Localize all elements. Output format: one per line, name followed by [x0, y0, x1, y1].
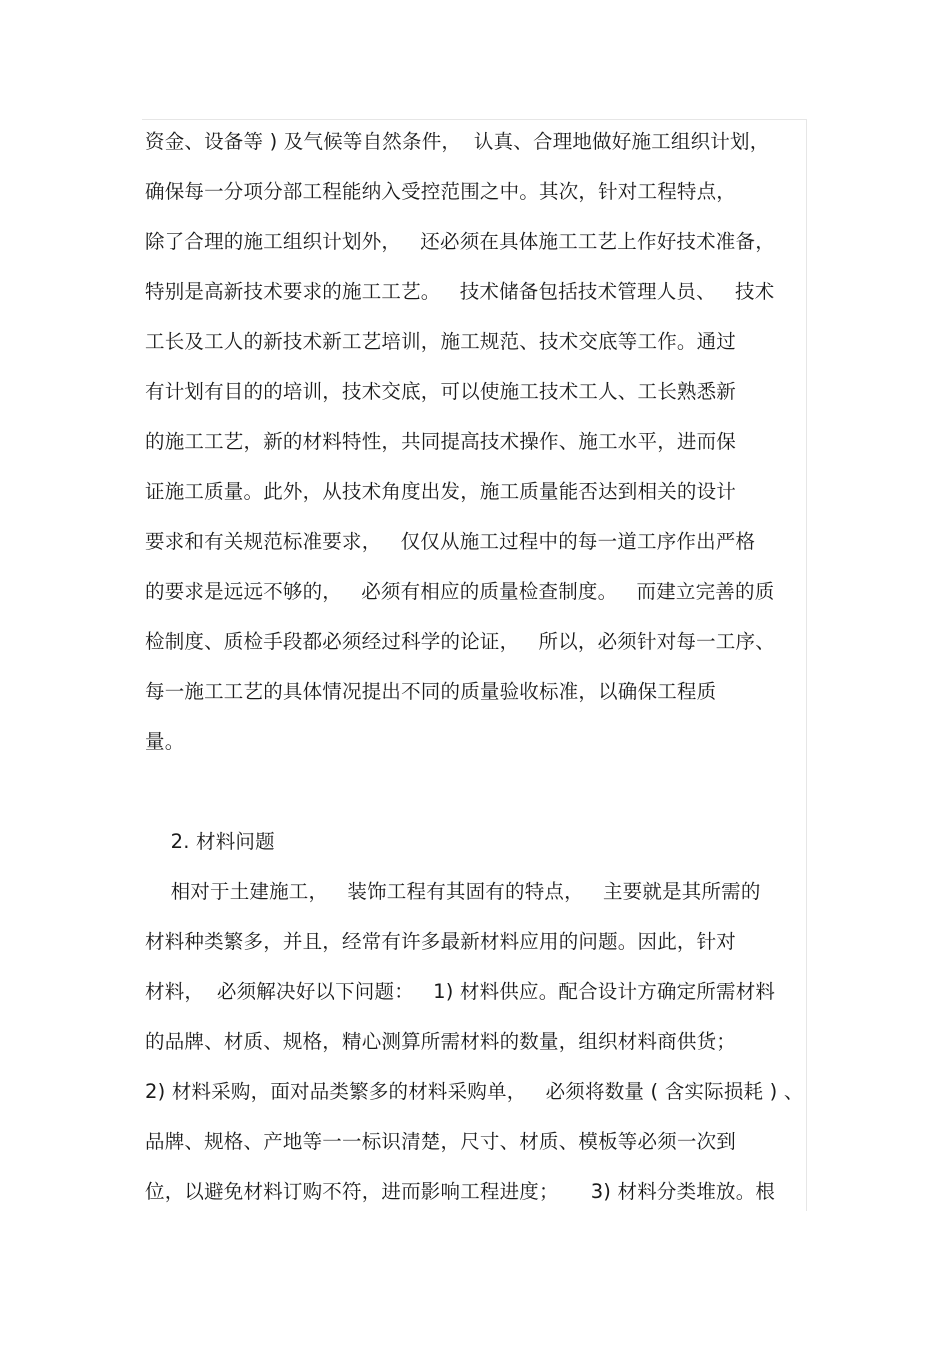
text-line: 的要求是远远不够的， 必须有相应的质量检查制度。 而建立完善的质 [145, 580, 775, 603]
text-line: 确保每一分项分部工程能纳入受控范围之中。其次，针对工程特点， [145, 180, 737, 203]
section-heading: 2. 材料问题 [145, 830, 275, 853]
text-line: 2) 材料采购，面对品类繁多的材料采购单， 必须将数量 ( 含实际损耗 ) 、 [145, 1080, 804, 1103]
text-line: 证施工质量。此外，从技术角度出发，施工质量能否达到相关的设计 [145, 480, 737, 503]
text-line: 有计划有目的的培训，技术交底，可以使施工技术工人、工长熟悉新 [145, 380, 737, 403]
text-line: 品牌、规格、产地等一一标识清楚，尺寸、材质、模板等必须一次到 [145, 1130, 737, 1153]
text-line: 位，以避免材料订购不符，进而影响工程进度； 3) 材料分类堆放。根 [145, 1180, 776, 1203]
text-line: 除了合理的施工组织计划外， 还必须在具体施工工艺上作好技术准备， [145, 230, 775, 253]
text-line: 特别是高新技术要求的施工工艺。 技术储备包括技术管理人员、 技术 [145, 280, 775, 303]
text-line: 材料， 必须解决好以下问题： 1) 材料供应。配合设计方确定所需材料 [145, 980, 776, 1003]
text-line: 相对于土建施工， 装饰工程有其固有的特点， 主要就是其所需的 [145, 880, 761, 903]
text-line: 资金、设备等 ) 及气候等自然条件， 认真、合理地做好施工组织计划， [145, 130, 770, 153]
text-line: 的施工工艺，新的材料特性，共同提高技术操作、施工水平，进而保 [145, 430, 737, 453]
blank-line [145, 767, 825, 817]
text-line: 工长及工人的新技术新工艺培训，施工规范、技术交底等工作。通过 [145, 330, 737, 353]
text-line: 要求和有关规范标准要求， 仅仅从施工过程中的每一道工序作出严格 [145, 530, 756, 553]
text-line: 的品牌、材质、规格，精心测算所需材料的数量，组织材料商供货； [145, 1030, 737, 1053]
text-line: 量。 [145, 730, 185, 753]
document-body [145, 117, 825, 1217]
text-line: 检制度、质检手段都必须经过科学的论证， 所以，必须针对每一工序、 [145, 630, 775, 653]
text-line: 材料种类繁多，并且，经常有许多最新材料应用的问题。因此，针对 [145, 930, 737, 953]
text-line: 每一施工工艺的具体情况提出不同的质量验收标准，以确保工程质 [145, 680, 717, 703]
